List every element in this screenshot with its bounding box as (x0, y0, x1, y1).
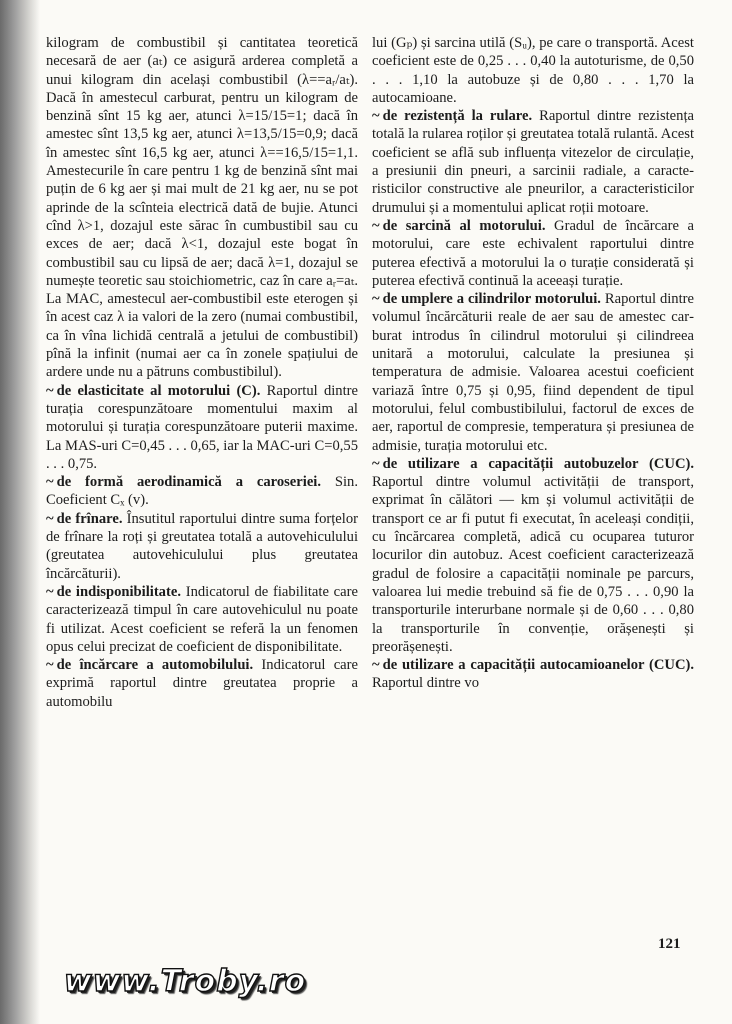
entry-text: Raportul dintre turația corespunzătoare momentului maxim al motorului și turația corespunzătoare puterii maxime. La MAS-uri C=0,45 . . . 0,65, iar la MAC-uri C=0,55 . . . 0,75. (46, 382, 358, 472)
entry-term: de sarcină al motorului. (382, 217, 546, 234)
entry-text: kilogram de combustibil și cantitatea teoretică necesară de aer (aₜ) ce asigură arderea completă a unui kilogram din același combustibil (λ==aᵣ/aₜ). Dacă în amestecul carburat, pentru un kilogram de benzină sînt 15 kg aer, atunci λ=15/15=1; dacă în amestec sînt 13,5 kg aer, atunci λ=13,5/15=0,9; dacă în amestec sînt 16,5 kg aer, atunci λ==16,5/15=1,1. Amestecurile în care pentru 1 kg de benzină sînt mai puțin de 6 kg aer și mai mult de 21 kg aer, nu se pot aprinde de la scînteia electrică dată de bujie. Atunci cînd λ>1, dozajul este sărac în cumbustibil sau cu exces de aer; dacă λ<1, dozajul este bogat în combustibil sau cu lipsă de aer; dacă λ=1, dozajul se numește teoretic sau stoichiometric, caz în care aᵣ=aₜ. La MAC, amestecul aer-combustibil este eterogen și în acest caz λ ia valori de la zero (numai combustibil, ca în vîna lichidă centrală a jetului de combustibil) pînă la infinit (numai aer ca în zonele spațiului de ardere unde nu a pătruns combustibilul). (46, 35, 358, 381)
site-watermark: www.Troby.ro (64, 964, 307, 999)
entry-text: Sin. Coeficient Cₓ (v). (46, 474, 358, 509)
dictionary-entry (372, 290, 694, 455)
entry-term: de formă aerodinamică a caroseriei. (56, 474, 321, 491)
entry-term: de umplere a cilindrilor motorului. (382, 291, 601, 308)
entry-term: de utilizare a capacității autocamioanelor (CUC). (382, 657, 694, 674)
dictionary-entry (46, 656, 358, 711)
tilde-marker: ~ (372, 455, 380, 472)
dictionary-entry (372, 34, 694, 107)
entry-text: Indicatorul de fiabilitate care caracterizează timpul în care autovehiculul nu poate fi utilizat. Acest coeficient se referă la un fenomen opus celui precizat de coeficient de disponibilitate. (46, 583, 358, 655)
entry-text: Raportul dintre vo (372, 675, 480, 692)
entry-text: Gradul de încărcare a motorului, care este echivalent raportului dintre puterea efectivă a motorului la o turație considerată și puterea efectivă continuă la aceeași turație. (372, 217, 694, 289)
dictionary-entry (46, 473, 358, 510)
right-text-column (372, 34, 694, 693)
tilde-marker: ~ (372, 657, 380, 674)
tilde-marker: ~ (46, 474, 54, 491)
tilde-marker: ~ (46, 583, 54, 600)
entry-term: de frînare. (56, 510, 123, 527)
dictionary-entry (46, 510, 358, 583)
tilde-marker: ~ (46, 382, 54, 399)
dictionary-entry (372, 217, 694, 290)
entry-text: Indicatorul care exprimă raportul dintre greutatea proprie a automobilu (46, 657, 358, 710)
dictionary-entry (46, 34, 358, 382)
entry-text: lui (Gₚ) și sarcina utilă (Sᵤ), pe care o transportă. Acest coeficient este de 0,25 . . . 0,40 la autoturisme, de 0,50 . . . 1,10 la autobuze și de 0,80 . . . 1,70 la autocamioane. (372, 35, 694, 106)
entry-term: de rezistență la rulare. (382, 108, 533, 125)
entry-term: de elasticitate al motorului (C). (56, 382, 261, 399)
entry-text: Însutitul raportului dintre suma forțelor de frînare la roți și greutatea totală a autovehiculului (greutatea autovehiculului plus greutatea încărcăturii). (46, 510, 358, 582)
dictionary-entry (46, 583, 358, 656)
entry-text: Raportul dintre volumul activității de transport, exprimat în călători — km și volumul activității de transport ce ar fi putut fi executat, în aceleași condiții, cu încărcarea completă, adică cu ocuparea tuturor locurilor din autobuz. Acest coeficient caracterizează gradul de folosire a capacității nominale pe parcurs, valoarea lui medie trebuind să fie de 0,75 . . . 0,90 la transporturile interurbane normale și de 0,60 . . . 0,80 la transporturile în convenție, orășenești și preorășenești. (372, 474, 694, 655)
left-text-column (46, 34, 358, 711)
tilde-marker: ~ (372, 108, 380, 125)
page-gutter-shadow (0, 0, 40, 1024)
tilde-marker: ~ (372, 217, 380, 234)
page-number: 121 (658, 936, 681, 952)
entry-term: de încărcare a automobilului. (56, 657, 254, 674)
dictionary-entry (46, 382, 358, 473)
dictionary-entry (372, 656, 694, 693)
entry-term: de indisponibilitate. (56, 583, 181, 600)
dictionary-entry (372, 455, 694, 656)
entry-term: de utilizare a capacității autobuzelor (CUC). (382, 455, 694, 472)
tilde-marker: ~ (46, 510, 54, 527)
dictionary-entry (372, 107, 694, 217)
tilde-marker: ~ (372, 291, 380, 308)
entry-text: Raportul dintre volumul încărcăturii reale de aer sau de amestec carburat introdus în cilindrul motorului și cilindreea unitară a motorului, calculate la presiunea și temperatura de admisie. Valoarea acestui coeficient variază între 0,75 și 0,95, fiind dependent de tipul motorului, felul combustibilului, factorul de exces de aer, raportul de compresie, temperatura și presiunea de admisie, turația motorului etc. (372, 291, 694, 454)
tilde-marker: ~ (46, 657, 54, 674)
entry-text: Raportul dintre rezistența totală la rularea roților și greutatea totală rulantă. Acest coeficient se află sub influența vitezelor de circulație, a presiunii din pneuri, a sarcinii radiale, a caracteristicilor constructive ale pneurilor, a caracteristicilor drumului și a momentului aplicat roții motoare. (372, 108, 694, 216)
